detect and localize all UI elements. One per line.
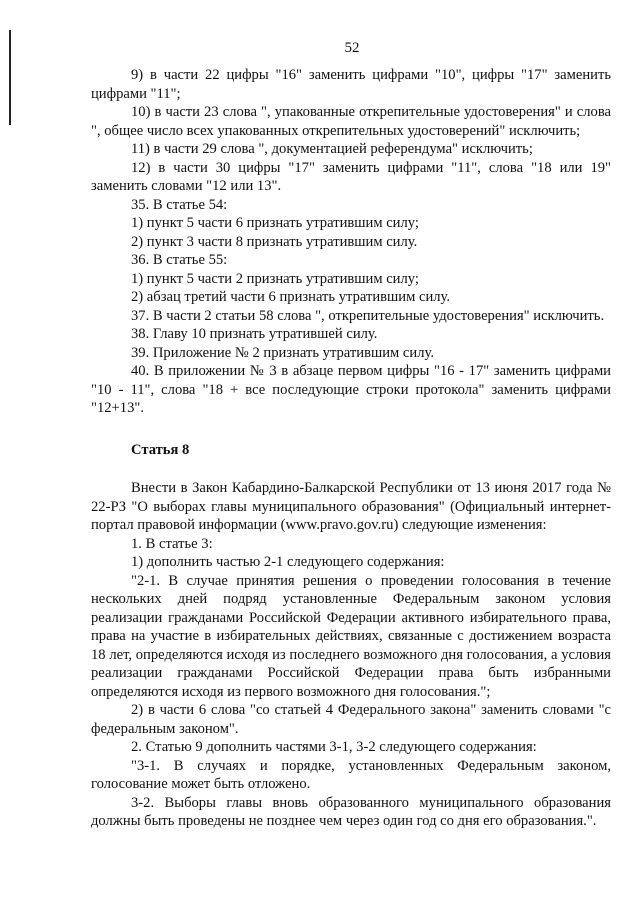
- paragraph-amend-1: 1. В статье 3:: [131, 535, 213, 552]
- paragraph-point-36-2: 2) абзац третий части 6 признать утратившим силу.: [131, 289, 451, 305]
- paragraph-item-11: 11) в части 29 слова ", документацией референдума" исключить;: [131, 141, 533, 157]
- paragraph-part-3-1: "3-1. В случаях и порядке, установленных Федеральным законом, голосование может быть отложено.: [91, 757, 611, 792]
- paragraph-point-36-1: 1) пункт 5 части 2 признать утратившим силу;: [131, 270, 419, 287]
- paragraph-point-38: 38. Главу 10 признать утратившей силу.: [131, 326, 378, 342]
- paragraph-item-10: 10) в части 23 слова ", упакованные открепительные удостоверения" и слова ", общее число всех упакованных открепительных удостоверений" исключить;: [91, 104, 611, 139]
- paragraph-amend-1-1: 1) дополнить частью 2-1 следующего содержания:: [131, 554, 445, 570]
- paragraph-point-35: 35. В статье 54:: [131, 196, 228, 213]
- paragraph-point-39: 39. Приложение № 2 признать утратившим силу.: [131, 344, 434, 361]
- paragraph-intro: Внести в Закон Кабардино-Балкарской Республики от 13 июня 2017 года № 22-РЗ "О выборах главы муниципального образования" (Официальный интернет-портал правовой информации (www.pravo.gov.ru) следующие изменения:: [91, 480, 611, 533]
- paragraph-point-40: 40. В приложении № 3 в абзаце первом цифры "16 - 17" заменить цифрами "10 - 11", слова "18 + все последующие строки протокола" заменить цифрами "12+13".: [91, 363, 611, 416]
- paragraph-point-35-1: 1) пункт 5 части 6 признать утратившим силу;: [131, 215, 419, 231]
- paragraph-item-12: 12) в части 30 цифры "17" заменить цифрами "11", слова "18 или 19" заменить словами "12 или 13".: [91, 159, 611, 194]
- article-heading: Статья 8: [131, 441, 190, 458]
- paragraph-amend-2: 2. Статью 9 дополнить частями 3-1, 3-2 следующего содержания:: [131, 739, 537, 755]
- document-body: [91, 66, 611, 831]
- paragraph-point-36: 36. В статье 55:: [131, 252, 228, 268]
- paragraph-point-35-2: 2) пункт 3 части 8 признать утратившим силу.: [131, 233, 418, 250]
- paragraph-part-3-2: 3-2. Выборы главы вновь образованного муниципального образования должны быть проведены не позднее чем через один год со дня его образования.".: [91, 794, 611, 829]
- paragraph-point-37: 37. В части 2 статьи 58 слова ", открепительные удостоверения" исключить.: [131, 307, 605, 324]
- page-number: 52: [344, 40, 360, 56]
- paragraph-item-9: 9) в части 22 цифры "16" заменить цифрами "10", цифры "17" заменить цифрами "11";: [91, 67, 611, 102]
- paragraph-amend-1-2: 2) в части 6 слова "со статьей 4 Федерального закона" заменить словами "с федеральным законом".: [91, 702, 611, 737]
- paragraph-part-2-1: "2-1. В случае принятия решения о проведении голосования в течение нескольких дней подряд установленные Федеральным законом условия реализации гражданами Российской Федерации активного избирательного права, права на участие в избирательных действиях, связанные с достижением возраста 18 лет, определяются исходя из последнего возможного дня голосования, а условия реализации гражданами Российской Федерации права быть избранными определяются исходя из первого возможного дня голосования.";: [91, 572, 611, 700]
